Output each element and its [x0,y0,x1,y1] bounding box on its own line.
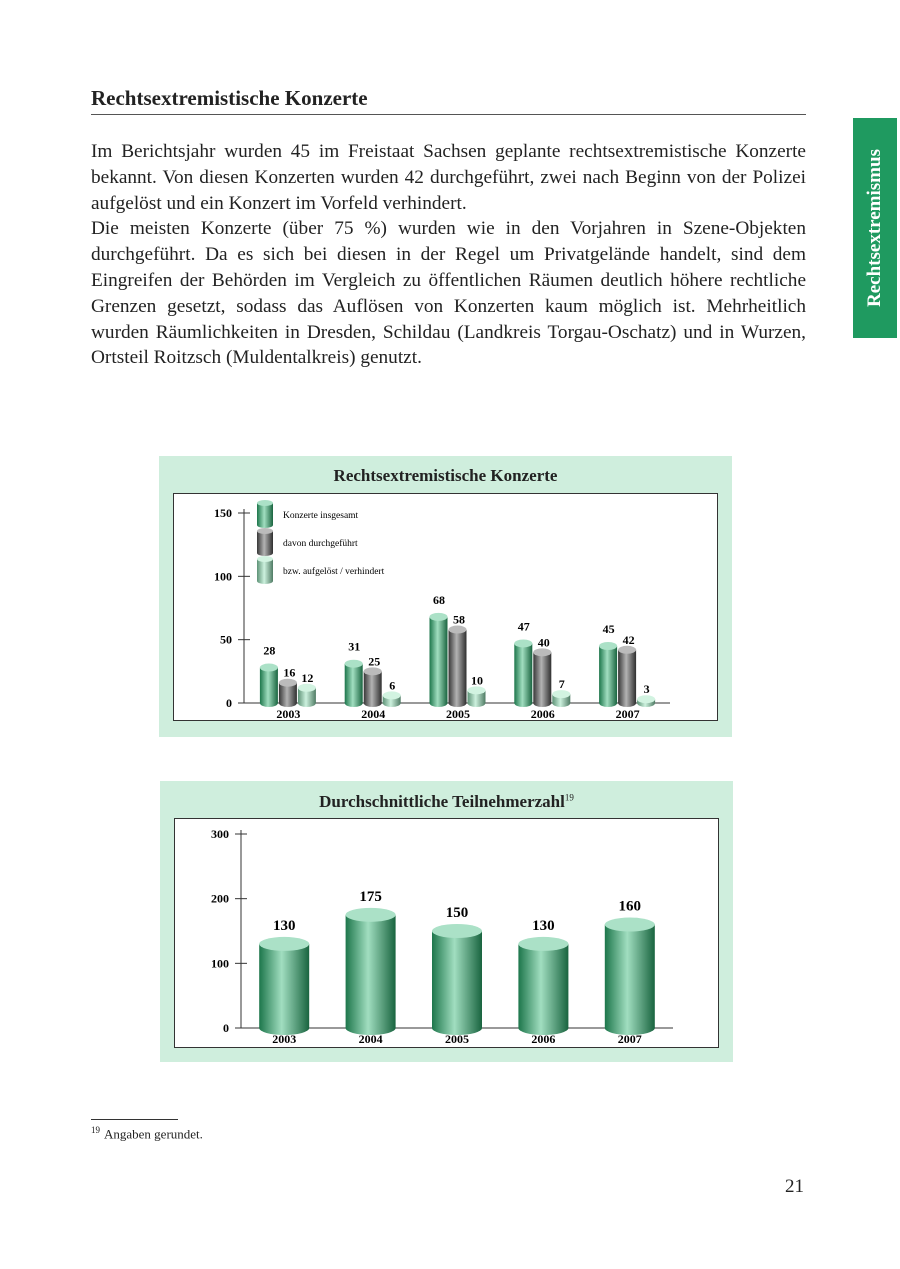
footnote [91,1125,203,1142]
legend-label: bzw. aufgelöst / verhindert [283,567,385,577]
bar-cap [257,500,273,506]
bar-cap [518,937,568,951]
bar-body [257,559,273,581]
side-tab-label: Rechtsextremismus [864,149,886,307]
data-label: 40 [537,635,550,650]
data-label: 47 [517,619,530,634]
bar [605,918,655,1035]
concerts-chart-panel [159,456,732,737]
bar-bottom [618,699,636,707]
bar [279,679,297,707]
data-label: 58 [453,612,465,627]
chart-title: Rechtsextremistische Konzerte [333,466,558,485]
bar-cap [298,684,316,692]
data-label: 150 [445,905,469,921]
data-label: 175 [359,888,382,905]
bar [552,690,570,707]
bar-bottom [298,699,316,707]
legend-label: Konzerte insgesamt [283,511,359,521]
data-label: 7 [558,677,565,692]
bar-cap [514,639,532,647]
bar-body [533,652,551,703]
bar-cap [257,528,273,534]
y-tick-label: 0 [223,1021,229,1035]
bar [468,686,486,707]
section-title: Rechtsextremistische Konzerte [91,86,806,115]
bar [345,660,363,707]
bar-body [432,931,482,1028]
data-label: 28 [263,643,276,658]
bar-cap [605,918,655,932]
y-tick-label: 0 [226,696,232,710]
bar-bottom [383,699,401,707]
bar-cap [345,660,363,668]
concerts-chart [173,493,718,721]
y-tick-label: 150 [214,506,232,520]
bar-cap [618,646,636,654]
bar-bottom [257,522,273,528]
data-label: 160 [618,898,642,915]
bar-cap [599,642,617,650]
bar-cap [552,690,570,698]
bar-body [518,944,568,1028]
bar-bottom [364,699,382,707]
bar-bottom [449,699,467,707]
footnote-number: 19 [91,1125,100,1135]
bar [518,937,568,1035]
bar-body [618,650,636,703]
bar-bottom [345,699,363,707]
bar-bottom [257,550,273,556]
data-label: 3 [643,682,650,697]
bar [637,695,655,707]
data-label: 6 [389,678,396,693]
x-tick-label: 2004 [361,707,386,721]
bar [364,667,382,707]
bar-bottom [533,699,551,707]
bar-cap [383,691,401,699]
bar-cap [533,648,551,656]
data-label: 45 [602,622,615,636]
data-label: 25 [368,654,381,669]
bar-bottom [279,699,297,707]
bar-cap [449,626,467,634]
bar-body [257,503,273,525]
y-tick-label: 200 [211,891,229,906]
paragraph: Im Berichtsjahr wurden 45 im Freistaat Sachsen geplante rechtsextremistische Konzerte bekannt. Von diesen Konzerten wurden 42 durchgeführt, zwei nach Beginn von der Polizei aufgelöst und ein Konzert im Vorfeld verhindert. [91,141,806,214]
attendance-chart [174,818,719,1048]
side-tab [853,118,897,338]
x-tick-label: 2007 [615,707,640,721]
bar-body [430,617,448,703]
y-tick-label: 300 [211,827,229,841]
bar [383,691,401,707]
bar [259,937,309,1035]
y-tick-label: 100 [211,956,229,971]
data-label: 130 [272,917,296,934]
bar-cap [257,556,273,562]
bar [430,613,448,707]
bar-bottom [430,699,448,707]
body-text [91,139,806,371]
bar-bottom [514,699,532,707]
data-label: 16 [283,665,296,680]
data-label: 12 [301,670,314,685]
bar-body [259,944,309,1028]
page-number: 21 [785,1176,804,1197]
bar-cap [430,613,448,621]
bar [298,684,316,707]
chart-title [160,792,733,812]
bar [432,924,482,1035]
bar-cap [346,908,396,922]
bar-bottom [260,699,278,707]
data-label: 31 [348,639,361,654]
bar-body [514,643,532,703]
data-label: 42 [622,632,635,647]
y-tick-label: 100 [214,569,232,584]
bar [618,646,636,707]
data-label: 130 [532,917,555,934]
chart-title-text: Durchschnittliche Teilnehmerzahl [319,792,565,811]
bar [260,664,278,707]
bar [346,908,396,1035]
bar-body [599,646,617,703]
x-tick-label: 2003 [272,1032,297,1046]
bar-bottom [468,699,486,707]
bar-body [345,664,363,703]
bar-bottom [599,699,617,707]
bar [533,648,551,707]
bar-body [257,531,273,553]
data-label: 10 [471,673,483,688]
data-label: 68 [433,592,445,607]
bar-body [449,630,467,703]
bar-cap [259,937,309,951]
legend-label: davon durchgeführt [283,539,358,549]
bar-bottom [257,578,273,584]
bar [257,556,273,584]
footnote-ref: 19 [564,792,574,803]
bar-body [605,925,655,1028]
bar [257,528,273,556]
x-tick-label: 2007 [617,1032,642,1046]
bar-body [364,671,382,703]
x-tick-label: 2006 [530,707,555,721]
paragraph: Die meisten Konzerte (über 75 %) wurden wie in den Vorjahren in Szene-Objekten durchgeführt. Da es sich bei diesen in der Regel um Privatgelände handelt, sind dem Eingreifen der Behörden im Vergleich zu öffentlichen Räumen deutlich höhere rechtliche Grenzen gesetzt, sodass das Auflösen von Konzerten kaum möglich ist. Mehrheitlich wurden Räumlichkeiten in Dresden, Schildau (Landkreis Torgau-Oschatz) und in Wurzen, Ortsteil Roitzsch (Muldentalkreis) genutzt. [91,218,806,369]
bar-bottom [552,699,570,707]
bar [449,626,467,707]
x-tick-label: 2006 [531,1032,556,1046]
bar-body [260,668,278,703]
bar-cap [432,924,482,938]
y-tick-label: 50 [220,632,232,647]
x-tick-label: 2005 [445,1032,469,1046]
bar [599,642,617,707]
x-tick-label: 2003 [276,707,301,721]
bar-cap [468,686,486,694]
bar-cap [279,679,297,687]
footnote-divider [91,1119,178,1120]
bar-cap [637,695,655,703]
attendance-chart-panel [160,781,733,1062]
bar-cap [260,664,278,672]
bar-cap [364,667,382,675]
x-tick-label: 2005 [446,707,470,721]
bar [257,500,273,528]
footnote-text: Angaben gerundet. [104,1126,203,1142]
bar [514,639,532,707]
bar-body [346,915,396,1028]
x-tick-label: 2004 [358,1032,383,1046]
